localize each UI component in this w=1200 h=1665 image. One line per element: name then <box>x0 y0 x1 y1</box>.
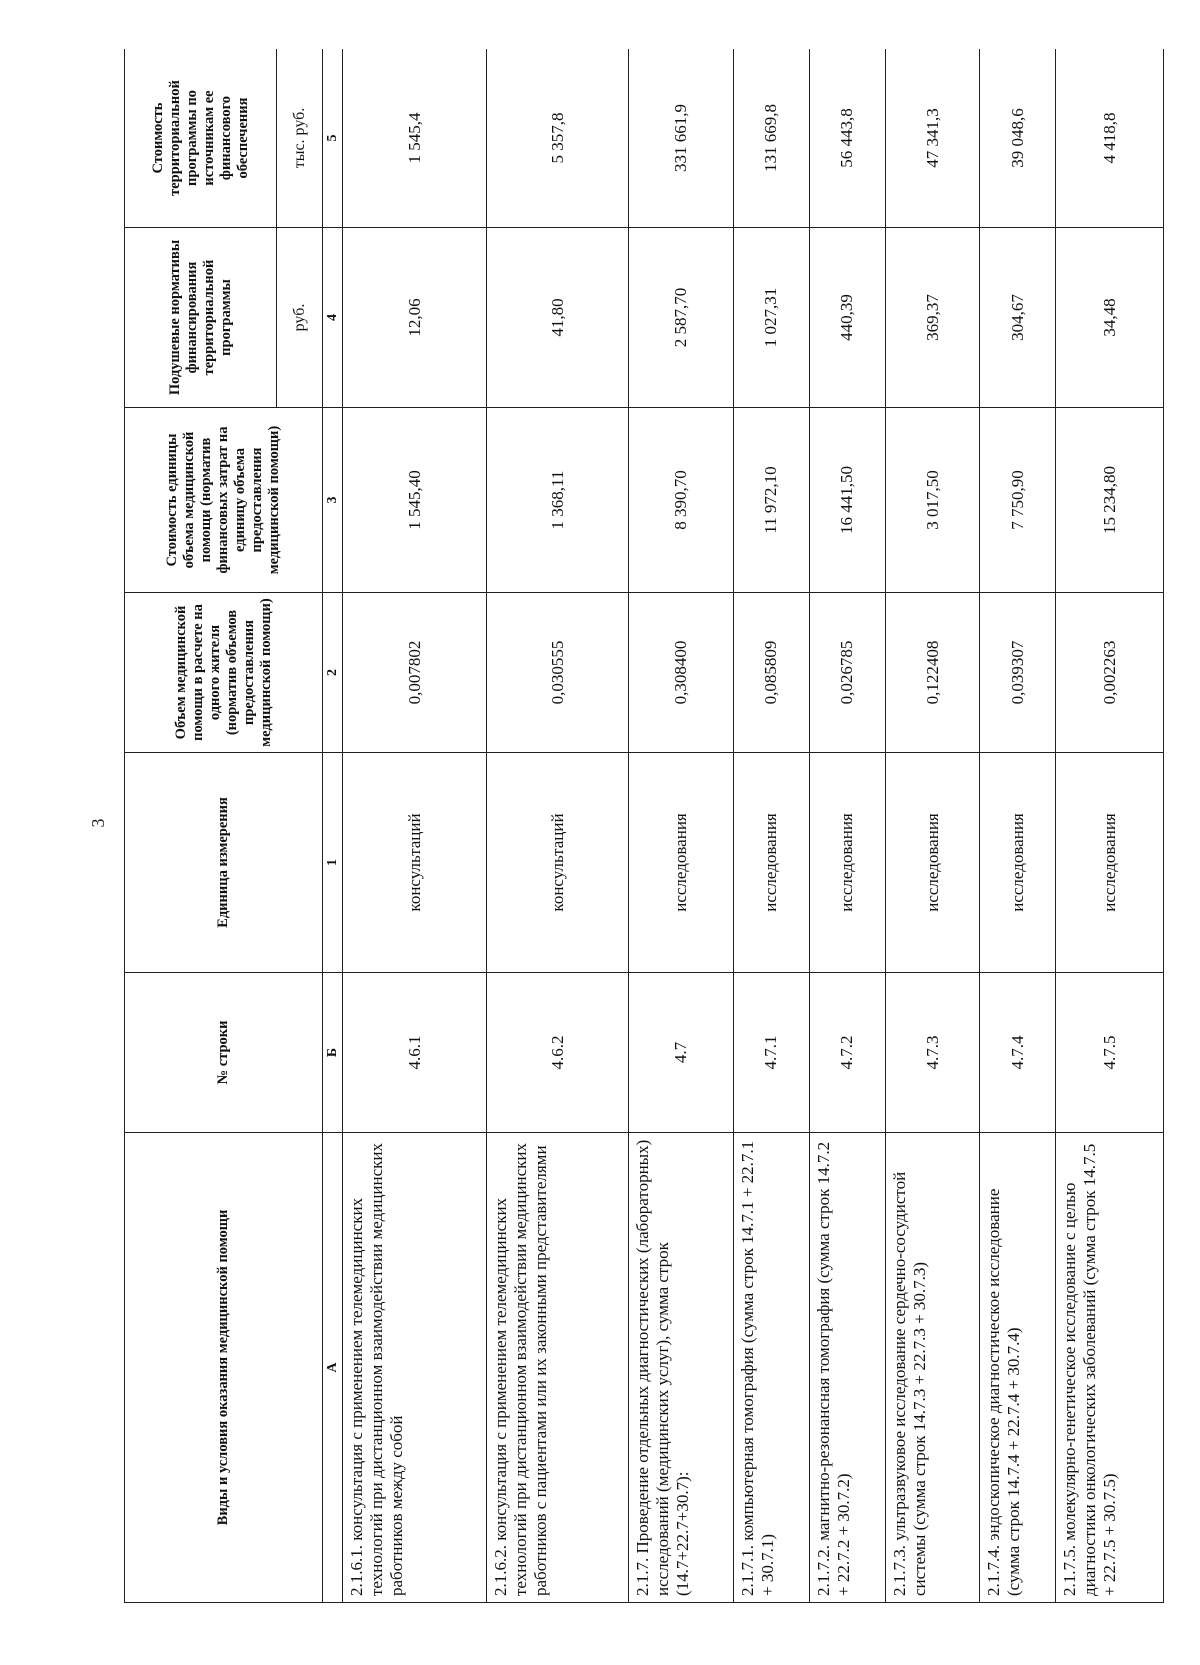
row-per-capita: 41,80 <box>487 228 629 408</box>
row-unit: исследования <box>809 753 885 973</box>
header-col-b: № строки <box>125 973 323 1133</box>
index-cell: 5 <box>323 49 343 228</box>
row-line-number: 4.7.1 <box>733 973 809 1133</box>
header-row <box>125 49 277 1603</box>
row-cost-unit: 1 368,11 <box>487 408 629 593</box>
index-cell: Б <box>323 973 343 1133</box>
row-unit: исследования <box>628 753 733 973</box>
row-name: 2.1.7.5. молекулярно-генетическое исследование с целью диагностики онкологических заболеваний (сумма строк 14.7.5 + 22.7.5 + 30.7.5) <box>1056 1133 1164 1603</box>
table-row <box>809 49 885 1603</box>
row-unit: исследования <box>1056 753 1164 973</box>
row-volume: 0,308400 <box>628 593 733 753</box>
header-col-2: Объем медицинской помощи в расчете на одного жителя (норматив объемов предоставления медицинской помощи) <box>125 593 323 753</box>
row-per-capita: 304,67 <box>980 228 1056 408</box>
header-col-3: Стоимость единицы объема медицинской помощи (норматив финансовых затрат на единицу объема предоставления медицинской помощи) <box>125 408 323 593</box>
row-per-capita: 34,48 <box>1056 228 1164 408</box>
header-col-1: Единица измерения <box>125 753 323 973</box>
index-cell: 2 <box>323 593 343 753</box>
row-volume: 0,007802 <box>343 593 487 753</box>
row-per-capita: 12,06 <box>343 228 487 408</box>
row-cost-unit: 3 017,50 <box>885 408 979 593</box>
row-volume: 0,002263 <box>1056 593 1164 753</box>
row-cost-unit: 7 750,90 <box>980 408 1056 593</box>
row-per-capita: 440,39 <box>809 228 885 408</box>
row-total: 131 669,8 <box>733 49 809 228</box>
index-cell: 4 <box>323 228 343 408</box>
table-row <box>343 49 487 1603</box>
row-line-number: 4.7.5 <box>1056 973 1164 1133</box>
header-col-4: Подушевые нормативы финансирования территориальной программы <box>125 228 277 408</box>
table-row <box>628 49 733 1603</box>
table-row <box>487 49 629 1603</box>
table-row <box>1056 49 1164 1603</box>
header-unit-4: руб. <box>277 228 323 408</box>
row-name: 2.1.6.2. консультация с применением телемедицинских технологий при дистанционном взаимодействии медицинских работников с пациентами или их законными представителями <box>487 1133 629 1603</box>
row-cost-unit: 8 390,70 <box>628 408 733 593</box>
index-cell: А <box>323 1133 343 1603</box>
page-number: 3 <box>87 818 108 828</box>
header-unit-5: тыс. руб. <box>277 49 323 228</box>
row-cost-unit: 1 545,40 <box>343 408 487 593</box>
index-cell: 1 <box>323 753 343 973</box>
row-line-number: 4.7 <box>628 973 733 1133</box>
row-unit: исследования <box>733 753 809 973</box>
row-name: 2.1.7.3. ультразвуковое исследование сердечно-сосудистой системы (сумма строк 14.7.3 + 22.7.3 + 30.7.3) <box>885 1133 979 1603</box>
row-line-number: 4.6.2 <box>487 973 629 1133</box>
row-per-capita: 1 027,31 <box>733 228 809 408</box>
row-volume: 0,030555 <box>487 593 629 753</box>
row-line-number: 4.7.2 <box>809 973 885 1133</box>
row-name: 2.1.7.1. компьютерная томография (сумма строк 14.7.1 + 22.7.1 + 30.7.1) <box>733 1133 809 1603</box>
table-row <box>733 49 809 1603</box>
row-unit: консультаций <box>343 753 487 973</box>
header-col-5: Стоимость территориальной программы по источникам ее финансового обеспечения <box>125 49 277 228</box>
row-name: 2.1.7. Проведение отдельных диагностических (лабораторных) исследований (медицинских услуг), сумма строк (14.7+22.7+30.7): <box>628 1133 733 1603</box>
header-col-a: Виды и условия оказания медицинской помощи <box>125 1133 323 1603</box>
row-unit: исследования <box>885 753 979 973</box>
row-line-number: 4.6.1 <box>343 973 487 1133</box>
row-total: 56 443,8 <box>809 49 885 228</box>
row-volume: 0,039307 <box>980 593 1056 753</box>
table-row <box>980 49 1056 1603</box>
row-total: 5 357,8 <box>487 49 629 228</box>
row-total: 4 418,8 <box>1056 49 1164 228</box>
row-cost-unit: 11 972,10 <box>733 408 809 593</box>
medical-care-table <box>124 49 1164 1603</box>
row-total: 1 545,4 <box>343 49 487 228</box>
row-unit: консультаций <box>487 753 629 973</box>
table-rotated-wrapper <box>124 49 1164 1603</box>
index-cell: 3 <box>323 408 343 593</box>
row-total: 47 341,3 <box>885 49 979 228</box>
table-row <box>885 49 979 1603</box>
row-line-number: 4.7.3 <box>885 973 979 1133</box>
table-viewport <box>124 49 1164 1603</box>
row-total: 331 661,9 <box>628 49 733 228</box>
row-line-number: 4.7.4 <box>980 973 1056 1133</box>
row-volume: 0,026785 <box>809 593 885 753</box>
row-cost-unit: 15 234,80 <box>1056 408 1164 593</box>
row-per-capita: 2 587,70 <box>628 228 733 408</box>
row-total: 39 048,6 <box>980 49 1056 228</box>
index-row <box>323 49 343 1603</box>
row-per-capita: 369,37 <box>885 228 979 408</box>
row-name: 2.1.7.2. магнитно-резонансная томография (сумма строк 14.7.2 + 22.7.2 + 30.7.2) <box>809 1133 885 1603</box>
row-volume: 0,085809 <box>733 593 809 753</box>
row-name: 2.1.6.1. консультация с применением телемедицинских технологий при дистанционном взаимодействии медицинских работников между собой <box>343 1133 487 1603</box>
row-unit: исследования <box>980 753 1056 973</box>
row-volume: 0,122408 <box>885 593 979 753</box>
row-cost-unit: 16 441,50 <box>809 408 885 593</box>
row-name: 2.1.7.4. эндоскопическое диагностическое исследование (сумма строк 14.7.4 + 22.7.4 + 30.7.4) <box>980 1133 1056 1603</box>
